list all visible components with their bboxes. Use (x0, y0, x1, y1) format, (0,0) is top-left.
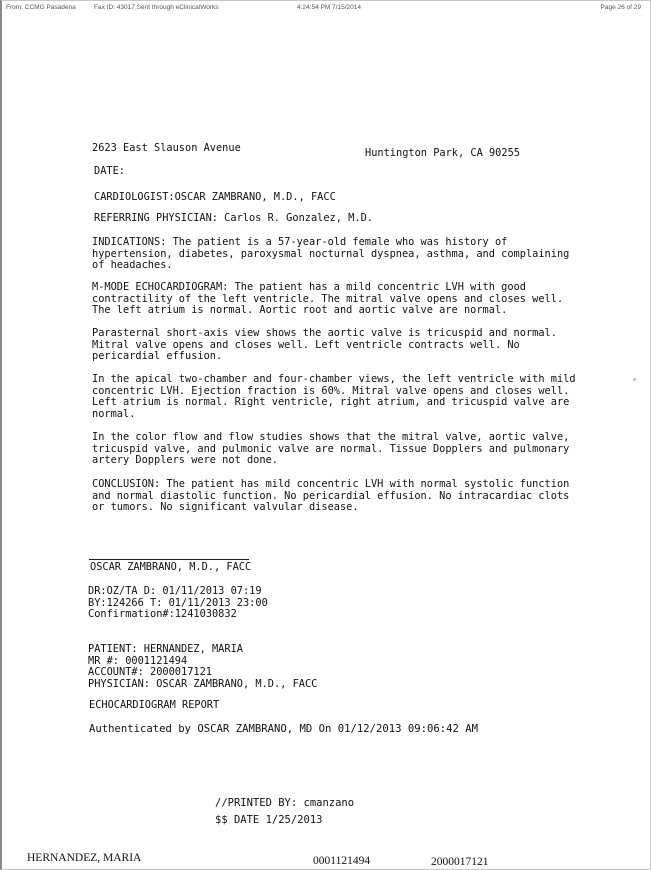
paragraph-line: Mitral valve opens and closes well. Left ventricle contracts well. No (92, 338, 520, 351)
m-mode-paragraph (92, 282, 582, 317)
paragraph-line: The left atrium is normal. Aortic root and aortic valve are normal. (92, 304, 508, 317)
dictated-line: DR:OZ/TA D: 01/11/2013 07:19 (88, 585, 262, 597)
footer-account: 2000017121 (431, 856, 489, 868)
parasternal-paragraph (92, 328, 582, 363)
paragraph-line: artery Dopplers were not done. (92, 454, 278, 467)
paragraph-line: In the apical two-chamber and four-chamber views, the left ventricle with mild (92, 373, 576, 385)
clinic-city: Huntington Park, CA 90255 (365, 147, 520, 159)
paragraph-line: Left atrium is normal. Right ventricle, right atrium, and tricuspid valve are (92, 396, 570, 409)
paragraph-line: M-MODE ECHOCARDIOGRAM: The patient has a mild concentric LVH with good (92, 281, 526, 293)
report-type: ECHOCARDIOGRAM REPORT (89, 699, 220, 711)
apical-paragraph (92, 374, 582, 420)
indications-paragraph (92, 237, 582, 272)
referring-physician-field: REFERRING PHYSICIAN: Carlos R. Gonzalez, M.D. (94, 212, 373, 224)
physician-name: PHYSICIAN: OSCAR ZAMBRANO, M.D., FACC (88, 677, 318, 690)
footer-mrn: 0001121494 (313, 855, 371, 867)
signature-line (89, 559, 249, 560)
paragraph-line: hypertension, diabetes, paroxysmal nocturnal dyspnea, asthma, and complaining (92, 247, 570, 260)
patient-info-block (88, 644, 317, 690)
footer-patient-name: HERNANDEZ, MARIA (27, 852, 142, 864)
scan-speck (633, 378, 636, 381)
paragraph-line: normal. (92, 407, 136, 420)
account-number: ACCOUNT#: 2000017121 (88, 666, 212, 679)
paragraph-line: concentric LVH. Ejection fraction is 60%. Mitral valve opens and closes well. (92, 384, 570, 397)
dictation-block (88, 586, 268, 621)
paragraph-line: CONCLUSION: The patient has mild concentric LVH with normal systolic function (92, 478, 570, 490)
conclusion-paragraph (92, 479, 582, 514)
paragraph-line: tricuspid valve, and pulmonic valve are normal. Tissue Dopplers and pulmonary (92, 442, 570, 455)
printed-date: $$ DATE 1/25/2013 (215, 814, 323, 826)
paragraph-line: contractility of the left ventricle. The mitral valve opens and closes well. (92, 292, 564, 305)
mr-number: MR #: 0001121494 (88, 654, 188, 667)
authentication-line: Authenticated by OSCAR ZAMBRANO, MD On 01/12/2013 09:06:42 AM (89, 723, 479, 735)
date-field: DATE: (94, 165, 125, 177)
fax-page-number: Page 26 of 29 (600, 4, 641, 11)
clinic-address: 2623 East Slauson Avenue (92, 142, 241, 154)
paragraph-line: INDICATIONS: The patient is a 57-year-old female who was history of (92, 236, 508, 248)
cardiologist-field: CARDIOLOGIST:OSCAR ZAMBRANO, M.D., FACC (94, 191, 336, 203)
transcribed-line: BY:124266 T: 01/11/2013 23:00 (88, 596, 268, 609)
signature-name: OSCAR ZAMBRANO, M.D., FACC (90, 561, 252, 573)
paragraph-line: or tumors. No significant valvular disease. (92, 501, 359, 514)
patient-name: PATIENT: HERNANDEZ, MARIA (88, 643, 243, 655)
fax-from: From: CCMG Pasadena (6, 4, 76, 11)
paragraph-line: and normal diastolic function. No pericardial effusion. No intracardiac clots (92, 489, 570, 502)
fax-timestamp: 4:24:54 PM 7/15/2014 (297, 4, 361, 11)
paragraph-line: of headaches. (92, 259, 173, 272)
confirmation-number: Confirmation#:1241030832 (88, 608, 237, 621)
printed-by: //PRINTED BY: cmanzano (215, 797, 355, 809)
fax-header (6, 4, 645, 13)
fax-id: Fax ID: 43017 Sent through eClinicalWorks (94, 4, 219, 11)
paragraph-line: pericardial effusion. (92, 350, 223, 363)
color-flow-paragraph (92, 432, 582, 467)
paragraph-line: Parasternal short-axis view shows the aortic valve is tricuspid and normal. (92, 327, 557, 339)
paragraph-line: In the color flow and flow studies shows that the mitral valve, aortic valve, (92, 431, 570, 443)
